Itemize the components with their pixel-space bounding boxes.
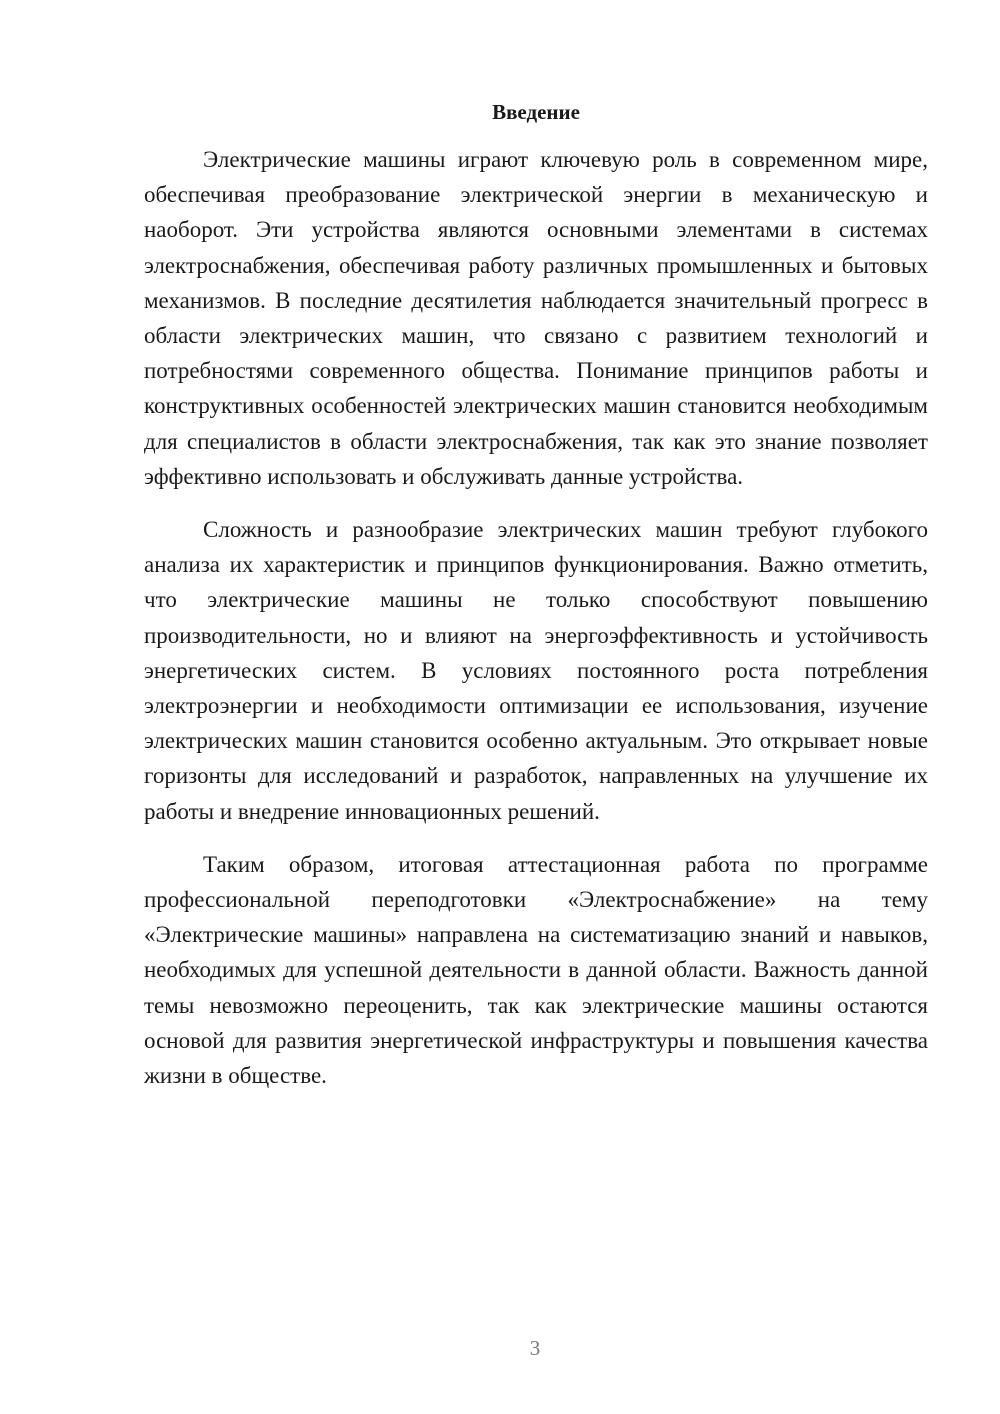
paragraph-1: Электрические машины играют ключевую роль в современном мире, обеспечивая преобразование электрической энергии в механическую и наоборот. Эти устройства являются основными элементами в системах электроснабжения, обеспечивая работу различных промышленных и бытовых механизмов. В последние десятилетия наблюдается значительный прогресс в области электрических машин, что связано с развитием технологий и потребностями современного общества. Понимание принципов работы и конструктивных особенностей электрических машин становится необходимым для специалистов в области электроснабжения, так как это знание позволяет эффективно использовать и обслуживать данные устройства. xyxy=(144,147,928,489)
page-number: 3 xyxy=(529,1336,541,1360)
paragraph-3: Таким образом, итоговая аттестационная работа по программе профессиональной переподготовки «Электроснабжение» на тему «Электрические машины» направлена на систематизацию знаний и навыков, необходимых для успешной деятельности в данной области. Важность данной темы невозможно переоценить, так как электрические машины остаются основой для развития энергетической инфраструктуры и повышения качества жизни в обществе. xyxy=(144,851,928,1089)
paragraph-2: Сложность и разнообразие электрических машин требуют глубокого анализа их характеристик и принципов функционирования. Важно отметить, что электрические машины не только способствуют повышению производительности, но и влияют на энергоэффективность и устойчивость энергетических систем. В условиях постоянного роста потребления электроэнергии и необходимости оптимизации ее использования, изучение электрических машин становится особенно актуальным. Это открывает новые горизонты для исследований и разработок, направленных на улучшение их работы и внедрение инновационных решений. xyxy=(144,517,928,824)
page-title: Введение xyxy=(492,100,580,124)
body-text xyxy=(144,142,928,1111)
